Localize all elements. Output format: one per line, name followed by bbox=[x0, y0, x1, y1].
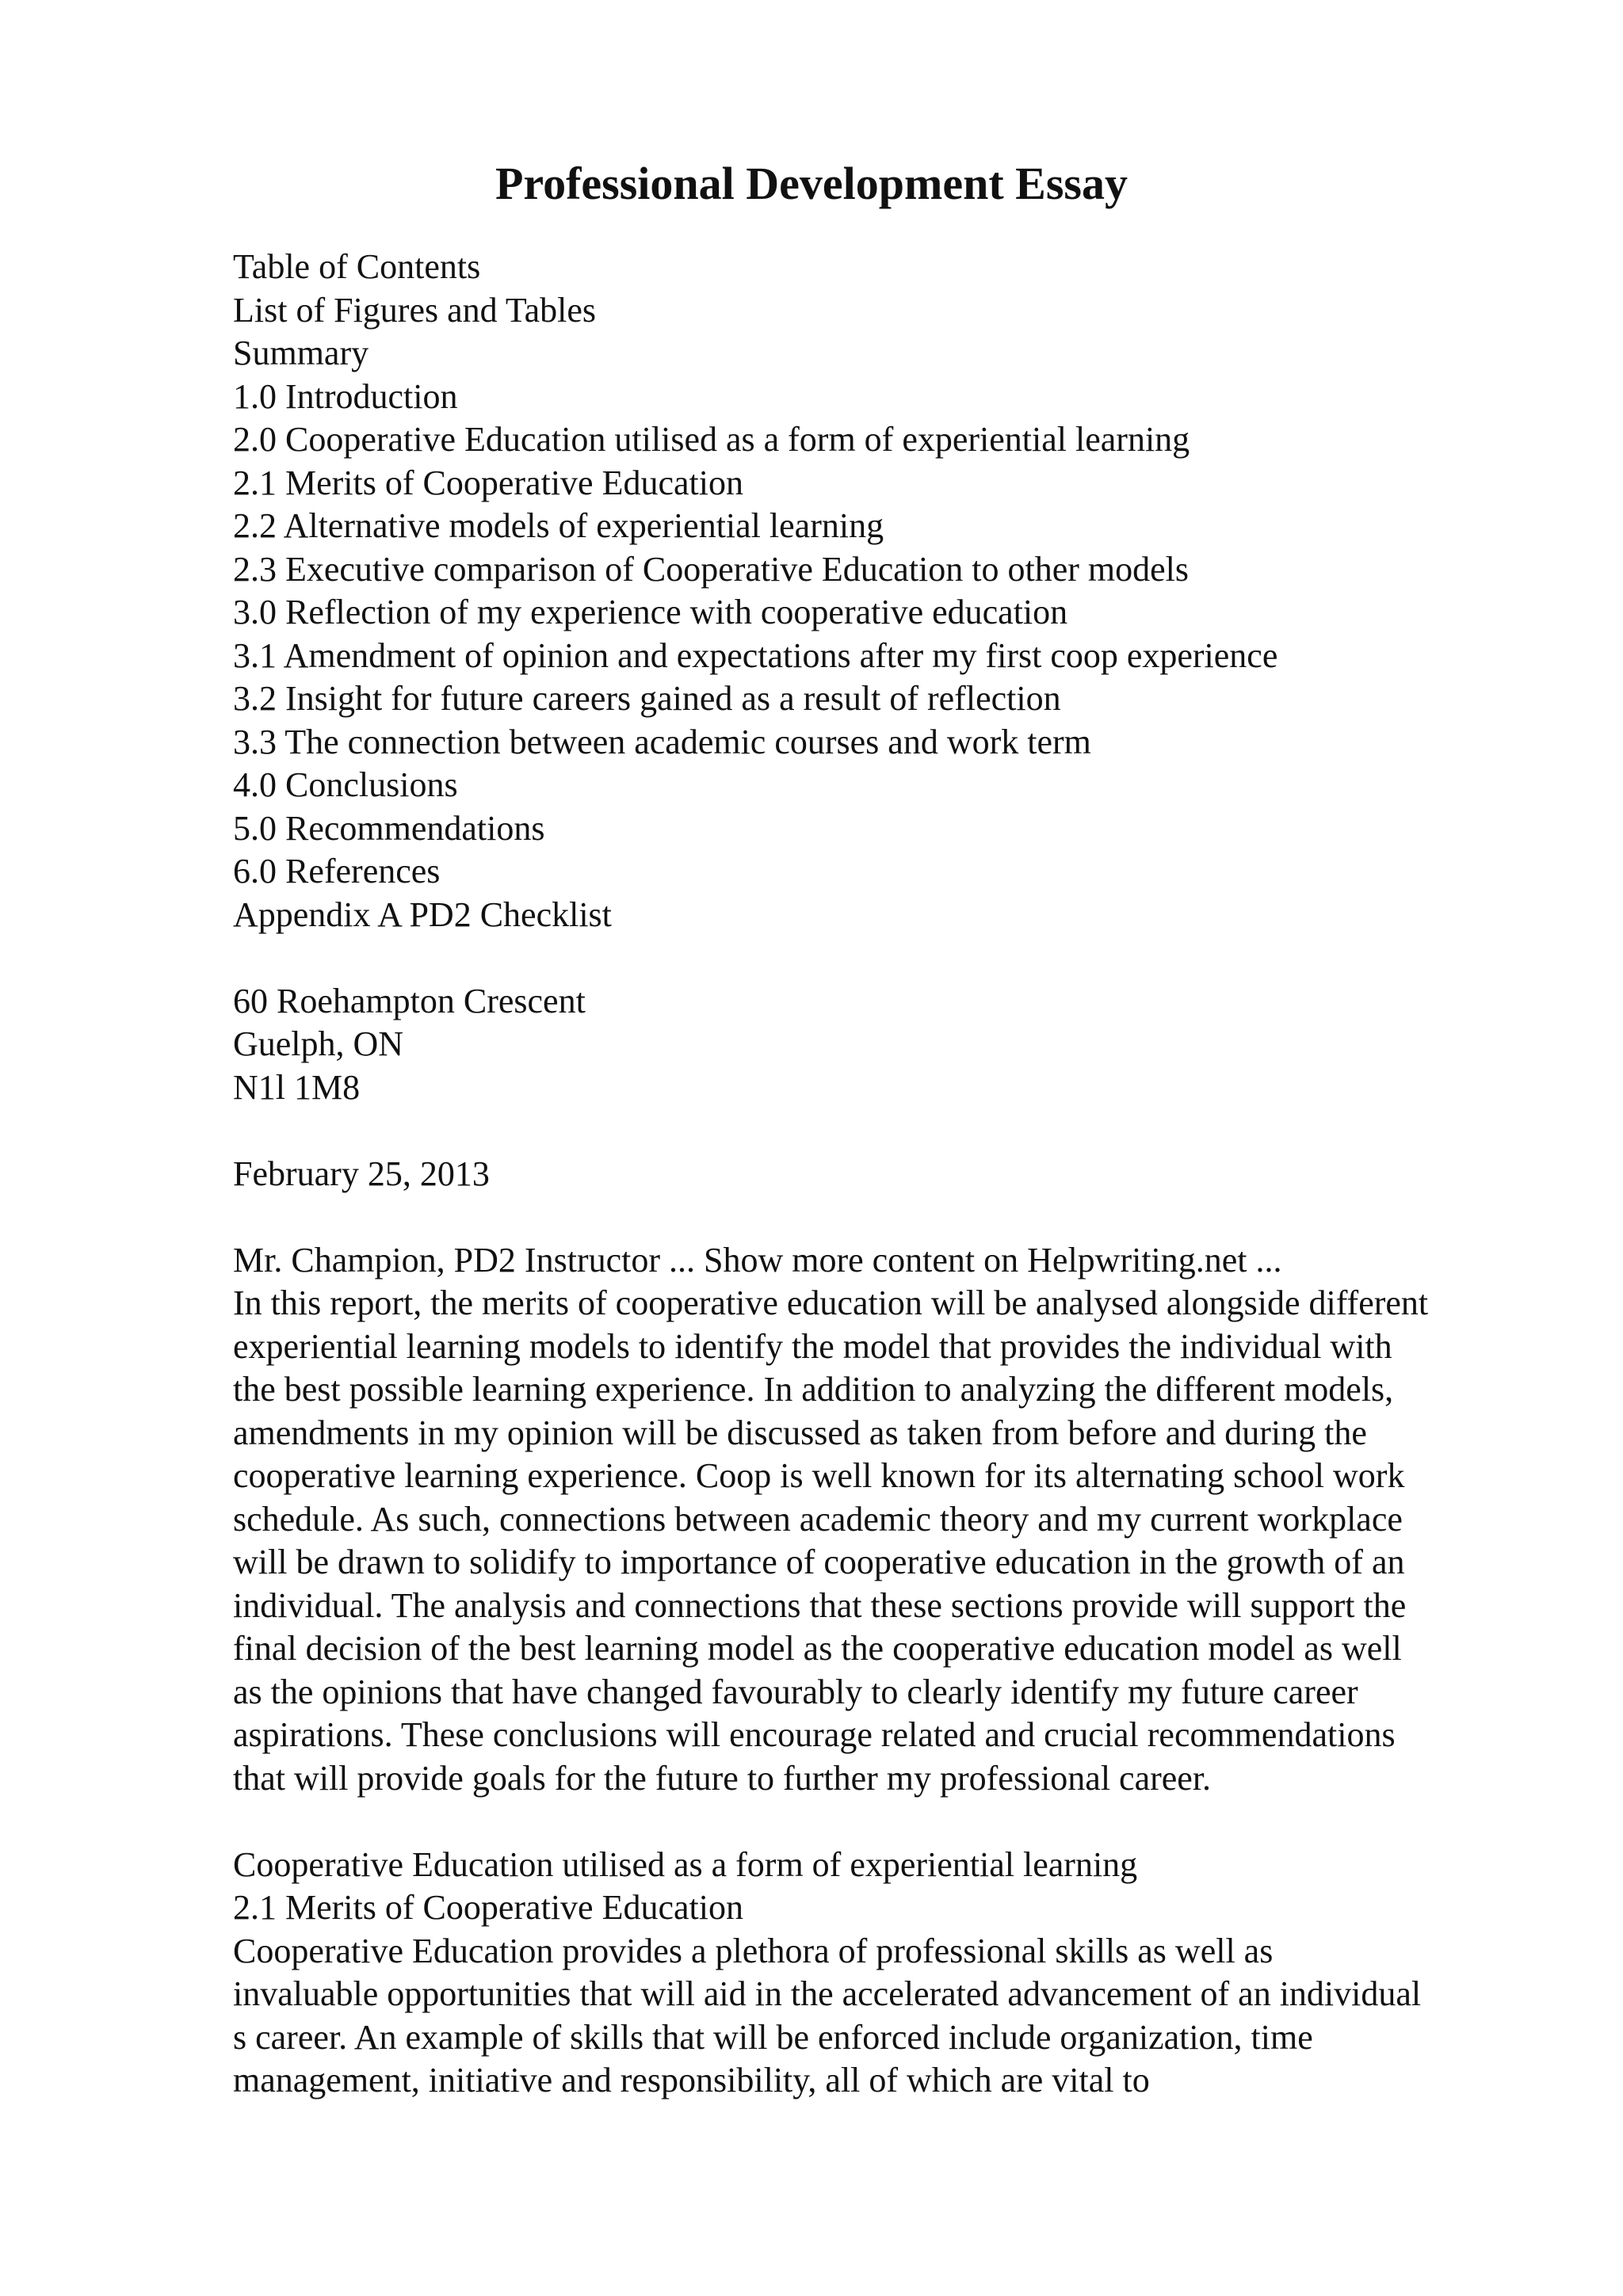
spacer bbox=[233, 1800, 1517, 1844]
paragraph-line: amendments in my opinion will be discussed as taken from before and during the bbox=[233, 1413, 1367, 1452]
paragraph-line: the best possible learning experience. In addition to analyzing the different models, bbox=[233, 1370, 1394, 1409]
paragraph-line: management, initiative and responsibility, all of which are vital to bbox=[233, 2061, 1150, 2100]
section-paragraph bbox=[233, 1930, 1517, 2103]
paragraph-line: aspirations. These conclusions will encourage related and crucial recommendations bbox=[233, 1715, 1396, 1754]
spacer bbox=[233, 1196, 1517, 1239]
toc-item: 3.1 Amendment of opinion and expectations after my first coop experience bbox=[233, 635, 1278, 675]
paragraph-line: In this report, the merits of cooperative education will be analysed alongside different bbox=[233, 1283, 1429, 1322]
toc-item: 3.3 The connection between academic courses and work term bbox=[233, 722, 1091, 761]
summary-paragraph bbox=[233, 1282, 1517, 1800]
address-block bbox=[233, 980, 1517, 1110]
address-line: Guelph, ON bbox=[233, 1024, 404, 1063]
toc-item: 1.0 Introduction bbox=[233, 376, 458, 416]
toc-item: 2.1 Merits of Cooperative Education bbox=[233, 463, 743, 502]
toc-item: List of Figures and Tables bbox=[233, 290, 597, 330]
toc-item: 4.0 Conclusions bbox=[233, 765, 458, 804]
address-line: 60 Roehampton Crescent bbox=[233, 981, 586, 1020]
toc-item: 3.2 Insight for future careers gained as a result of reflection bbox=[233, 679, 1061, 718]
paragraph-line: schedule. As such, connections between academic theory and my current workplace bbox=[233, 1499, 1403, 1539]
salutation-line: Mr. Champion, PD2 Instructor ... Show more content on Helpwriting.net ... bbox=[233, 1240, 1282, 1280]
toc-item: 6.0 References bbox=[233, 852, 441, 891]
paragraph-line: individual. The analysis and connections that these sections provide will support the bbox=[233, 1585, 1407, 1625]
toc-item: 2.3 Executive comparison of Cooperative Education to other models bbox=[233, 549, 1190, 589]
address-line: N1l 1M8 bbox=[233, 1067, 361, 1107]
toc-item: 2.2 Alternative models of experiential learning bbox=[233, 506, 884, 545]
toc-item: 3.0 Reflection of my experience with cooperative education bbox=[233, 593, 1068, 631]
paragraph-line: that will provide goals for the future to further my professional career. bbox=[233, 1758, 1212, 1798]
document-body bbox=[233, 246, 1517, 2103]
toc-item: Summary bbox=[233, 334, 369, 372]
paragraph-line: will be drawn to solidify to importance of cooperative education in the growth of an bbox=[233, 1543, 1405, 1581]
toc-item: 2.0 Cooperative Education utilised as a form of experiential learning bbox=[233, 420, 1190, 459]
spacer bbox=[233, 936, 1517, 980]
paragraph-line: experiential learning models to identify the model that provides the individual with bbox=[233, 1326, 1392, 1366]
paragraph-line: Cooperative Education provides a plethora of professional skills as well as bbox=[233, 1931, 1274, 1970]
paragraph-line: s career. An example of skills that will be enforced include organization, time bbox=[233, 2017, 1313, 2057]
paragraph-line: as the opinions that have changed favourably to clearly identify my future career bbox=[233, 1672, 1358, 1711]
letter-date: February 25, 2013 bbox=[233, 1154, 490, 1193]
toc-item: Appendix A PD2 Checklist bbox=[233, 894, 612, 934]
paragraph-line: cooperative learning experience. Coop is well known for its alternating school work bbox=[233, 1456, 1405, 1495]
toc-item: 5.0 Recommendations bbox=[233, 808, 545, 848]
spacer bbox=[233, 1109, 1517, 1153]
table-of-contents bbox=[233, 246, 1517, 936]
paragraph-line: final decision of the best learning model as the cooperative education model as well bbox=[233, 1629, 1402, 1668]
toc-item: Table of Contents bbox=[233, 247, 481, 286]
subsection-heading: 2.1 Merits of Cooperative Education bbox=[233, 1888, 743, 1927]
paragraph-line: invaluable opportunities that will aid in the accelerated advancement of an individual bbox=[233, 1974, 1422, 2013]
document-title: Professional Development Essay bbox=[495, 158, 1128, 209]
section-heading: Cooperative Education utilised as a form of experiential learning bbox=[233, 1844, 1138, 1884]
